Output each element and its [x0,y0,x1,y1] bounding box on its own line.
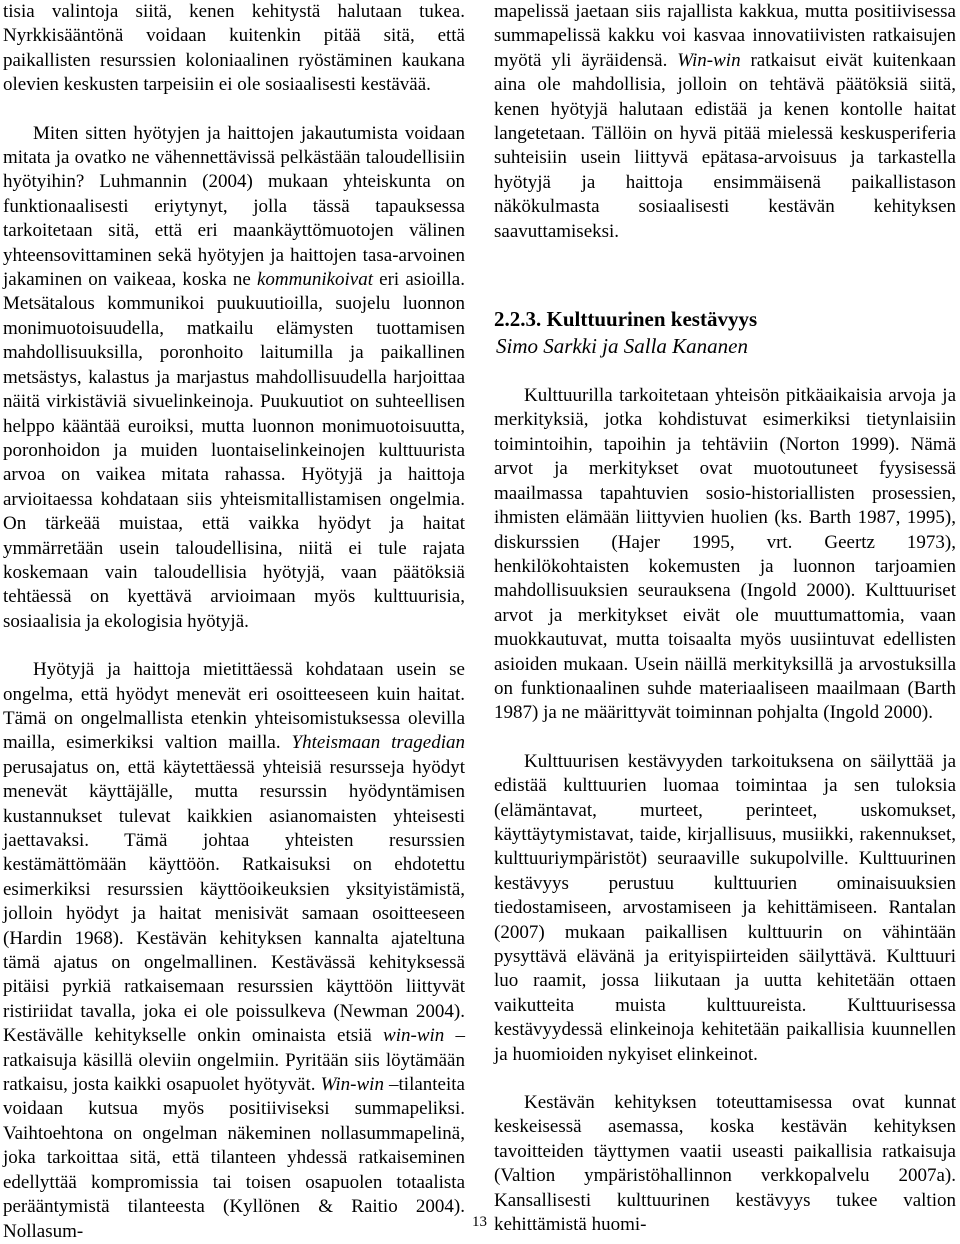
right-paragraph-3: Kulttuurisen kestävyyden tarkoituksena on säilyttää ja edistää kulttuurien luomaa toimintaa ja sen tuloksia (elämäntavat, murteet, perinteet, uskomukset, käyttäytymistavat, taide, kirjallisuus, musiikki, rakennukset, kulttuuriympäristöt) seuraaville sukupolville. Kulttuurinen kestävyys perustuu kulttuurien ominaisuuksien tiedostamiseen, arvostamiseen ja kehittämiseen. Rantalan (2007) mukaan paikallisen kulttuurin on vähintään pysyttävä elävänä ja erityispiirteiden säilyttävä. Kulttuuri luo raamit, jossa liikutaan ja uutta kehitetään ottaen vaikutteita muista kulttuureista. Kulttuurisessa kestävyydessä elinkeinoja kehitetään paikallisia kuunnellen ja huomioiden nykyiset elinkeinot. [494,750,956,1065]
paragraph-text: Hyötyjä ja haittoja mietittäessä kohdataan usein se ongelma, että hyödyt menevät eri osoitteeseen kuin haitat. Tämä on ongelmallista etenkin yhteisomistuksessa olevilla mailla, esimerkiksi valtion mailla. [3,659,465,754]
right-paragraph-1 [494,0,956,244]
paragraph-text: ratkaisut eivät kuitenkaan aina ole mahdollisia, jolloin on tehtävä päätöksiä siitä, kenen hyötyjä halutaan edistää ja kenen kontolle haitat langetetaan. Tällöin on hyvä pitää mielessä keskusperiferia suhteisiin usein liittyvä epätasa-arvoisuus ja tarkastella hyötyjä ja haittoja ensimmäisenä paikallistason näkökulmasta sosiaalisesti kestävän kehityksen saavuttamiseksi. [494,49,956,242]
paragraph-text: –tilanteita voidaan kutsua myös positiiviseksi summapeliksi. Vaihtoehtona on ongelman näkeminen nollasummapelinä, joka tarkoittaa sitä, että tilanteen yhdessä ratkaiseminen edellyttää kompromissia tai toisen osapuolen totaalista perääntymistä tilanteesta (Kyllönen & Raitio 2004). Nollasum- [3,1074,465,1242]
italic-term: kommunikoivat [256,269,374,291]
paragraph-text: –ratkaisuja käsillä oleviin ongelmiin. Pyritään siis löytämään ratkaisu, josta kaikki osapuolet hyötyvät. [3,1025,465,1096]
left-paragraph-2 [3,122,465,635]
italic-term: Win-win [320,1074,384,1096]
italic-term: Yhteismaan tragedian [291,732,465,754]
section-heading: 2.2.3. Kulttuurinen kestävyys [494,307,758,332]
paragraph-text: perusajatus on, että käytettäessä yhteisiä resursseja hyödyt menevät käyttäjälle, mutta resurssin hyödyntämisen kustannukset tulevat kaikkien asianomaisten yhteisesti jaettavaksi. Tämä johtaa yhteisten resurssien kestämättömään käyttöön. Ratkaisuksi on ehdotettu esimerkiksi resurssien käyttöoikeuksien yksityistämistä, jolloin hyödyt ja haitat menisivät samaan osoitteeseen (Hardin 1968). Kestävän kehityksen kannalta ajateltuna tämä ajatus on ongelmallinen. Kestävässä kehityksessä pitäisi pyrkiä ratkaisemaan resurssien käyttöön liittyvät ristiriidat tavalla, joka ei ole poissulkeva (Newman 2004). Kestävälle kehitykselle onkin ominaista etsiä [3,756,465,1047]
paragraph-text: Miten sitten hyötyjen ja haittojen jakautumista voidaan mitata ja ovatko ne vähennettävissä pelkästään taloudellisiin hyötyihin? Luhmannin (2004) mukaan yhteiskunta on funktionaalisesti eriytynyt, jolla tässä tapauksessa tarkoitetaan sitä, että eri maankäyttömuotojen välinen yhteensovittaminen sekä hyötyjen ja haittojen tasa-arvoinen jakaminen on vaikeaa, koska ne [3,122,465,291]
italic-term: win-win [383,1025,445,1047]
page-number: 13 [472,1214,487,1230]
right-paragraph-4: Kestävän kehityksen toteuttamisessa ovat kunnat keskeisessä asemassa, koska kestävän kehityksen tavoitteiden täyttymen vaatii useasti paikallisia ratkaisuja (Valtion ympäristöhallinnon verkkopalvelu 2007a). Kansallisesti kulttuurinen kestävyys tukee valtion kehittämistä huomi- [494,1092,956,1236]
right-column [494,0,956,1237]
right-paragraph-2: Kulttuurilla tarkoitetaan yhteisön pitkäaikaisia arvoja ja merkityksiä, jotka kohdistuvat esimerkiksi tietynlaisiin toimintoihin, tapoihin ja tehtäviin (Norton 1999). Nämä arvot ja merkitykset ovat muotoutuneet fyysisessä maailmassa tapahtuvien sosio-historiallisten prosessien, ihmisten elämään liittyvien huolien (ks. Barth 1987, 1995), diskurssien (Hajer 1995, vrt. Geertz 1973), henkilökohtaisten kokemusten ja luonnon tarjoamien mahdollisuuksien seurauksena (Ingold 2000). Kulttuuriset arvot ja merkitykset eivät ole muuttumattomia, vaan muokkautuvat, mutta toisaalta myös uusiintuvat edellisten asioiden mukaan. Usein näillä merkityksillä ja arvostuksilla on funktionaalinen suhde materiaaliseen maailmaan (Barth 1987) ja ne määrittyvät toiminnan pohjalta (Ingold 2000). [494,385,956,724]
left-paragraph-1: tisia valintoja siitä, kenen kehitystä halutaan tukea. Nyrkkisääntönä voidaan kuitenkin pitää sitä, että paikallisten resurssien koloniaalinen ryöstäminen kaukana olevien keskusten tarpeisiin ei ole sosiaalisesti kestävää. [3,1,465,96]
paragraph-text: eri asioilla. Metsätalous kommunikoi puukuutioilla, suojelu luonnon monimuotoisuudella, matkailu elämysten tuottamisen mahdollisuuksilla, poronhoito laitumilla ja paikallinen metsästys, kalastus ja marjastus mahdollisuudella harjoittaa näitä virkistäviä sivuelinkeinoja. Puukuutiot on suhteellisen helppo kääntää euroiksi, mutta luonnon monimuotoisuutta, poronhoidon ja muiden luontaiselinkeinojen kulttuurista arvoa on vaikea mitata rahassa. Hyötyjä ja haittoja arvioitaessa kohdataan siis yhteismitallistamisen ongelmia. On tärkeää muistaa, että vaikka hyödyt ja haitat ymmärretään usein taloudellisina, niitä ei tule rajata koskemaan vain taloudellisia hyötyjä, vaan päätöksiä tehtäessä on kyettävä arvioimaan myös kulttuurisia, sosiaalisia ja ekologisia hyötyjä. [3,269,465,632]
section-authors: Simo Sarkki ja Salla Kananen [496,334,748,359]
left-column [3,0,465,1244]
italic-term: Win-win [677,49,741,71]
left-paragraph-3 [3,658,465,1244]
paragraph-text: mapelissä jaetaan siis rajallista kakkua, mutta positiivisessa summapelissä kakku voi kasvaa innovatiivisten ratkaisujen myötä yli äyräidensä. [494,1,956,71]
